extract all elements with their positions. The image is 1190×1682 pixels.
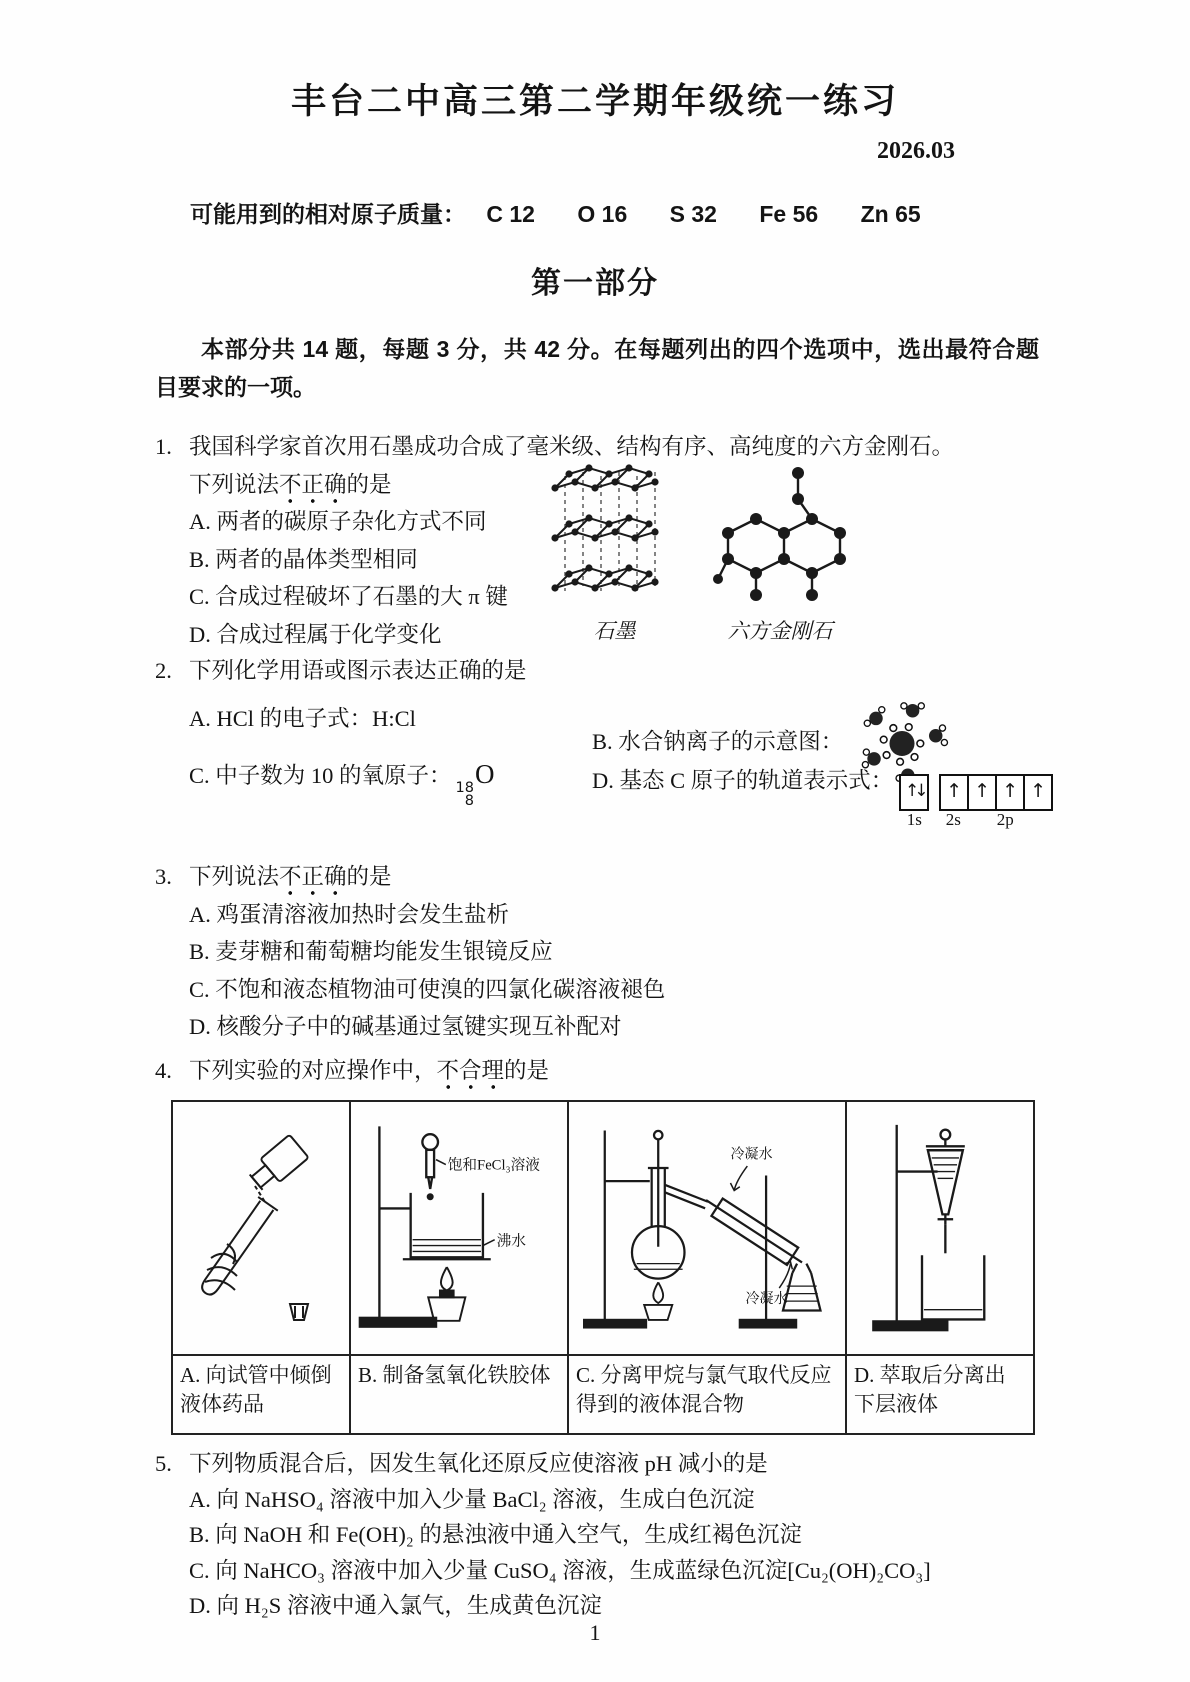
experiment-d-caption: D. 萃取后分离出下层液体 bbox=[846, 1355, 1034, 1434]
orbital-sublabels bbox=[899, 810, 1043, 830]
hexagonal-diamond-caption: 六方金刚石 bbox=[727, 619, 833, 643]
q1-option-d: D. 合成过程属于化学变化 bbox=[189, 621, 442, 647]
question-1 bbox=[155, 428, 1039, 652]
q3-option-d: D. 核酸分子中的碱基通过氢键实现互补配对 bbox=[189, 1014, 622, 1039]
graphite-structure-icon bbox=[547, 456, 682, 611]
orbital-label-2p: 2p bbox=[996, 810, 1014, 829]
question-5 bbox=[155, 1446, 1039, 1626]
stem-text: 的是 bbox=[504, 1058, 550, 1083]
page-title: 丰台二中高三第二学期年级统一练习 bbox=[290, 82, 899, 121]
question-4-number: 4. bbox=[155, 1058, 172, 1083]
q3-option-c: C. 不饱和液态植物油可使溴的四氯化碳溶液褪色 bbox=[189, 976, 666, 1002]
experiment-table bbox=[171, 1100, 1035, 1435]
colloid-preparation-icon bbox=[354, 1110, 564, 1346]
q2-option-c-label: C. 中子数为 10 的氧原子： bbox=[189, 763, 452, 788]
q5-option-d: D. 向 H₂S 溶液中通入氯气，生成黄色沉淀 bbox=[189, 1593, 602, 1618]
orbital-box-2p2: ↑ bbox=[995, 774, 1025, 811]
experiment-c-cell bbox=[568, 1101, 846, 1355]
stem-emphasis: 不合理 bbox=[437, 1058, 505, 1090]
orbital-label-1s: 1s bbox=[906, 810, 922, 829]
atomic-number: 8 bbox=[464, 793, 474, 809]
atomic-mass-zn: Zn 65 bbox=[860, 201, 921, 227]
orbital-box-1s: ↑↓ bbox=[899, 774, 929, 811]
experiment-c-caption: C. 分离甲烷与氯气取代反应得到的液体混合物 bbox=[568, 1355, 846, 1434]
hexagonal-diamond-icon bbox=[700, 461, 860, 611]
fig-b-dropper-label: 饱和FeCl₃溶液 bbox=[447, 1156, 540, 1173]
q5-option-c: C. 向 NaHCO₃ 溶液中加入少量 CuSO₄ 溶液，生成蓝绿色沉淀[Cu₂(OH)₂CO₃] bbox=[189, 1557, 931, 1583]
q1-option-c: C. 合成过程破坏了石墨的大 π 键 bbox=[189, 584, 508, 609]
question-2-stem: 下列化学用语或图示表达正确的是 bbox=[189, 658, 527, 683]
question-3 bbox=[155, 858, 1039, 1054]
stem-text: 的是 bbox=[346, 471, 392, 497]
question-1-number: 1. bbox=[155, 434, 172, 459]
q2-option-a: A. HCl 的电子式：H:Cl bbox=[189, 706, 416, 731]
q2-option-d-label: D. 基态 C 原子的轨道表示式： bbox=[592, 768, 894, 793]
q2-option-d bbox=[592, 762, 1053, 829]
question-2 bbox=[155, 652, 1047, 836]
stem-text: 下列实验的对应操作中， bbox=[189, 1058, 437, 1083]
q3-option-a: A. 鸡蛋清溶液加热时会发生盐析 bbox=[189, 901, 509, 927]
hexagonal-diamond-figure bbox=[700, 461, 860, 651]
q1-figures bbox=[547, 456, 1039, 651]
question-5-stem: 下列物质混合后，因发生氧化还原反应使溶液 pH 减小的是 bbox=[189, 1451, 768, 1476]
pouring-liquid-icon bbox=[181, 1108, 341, 1348]
stem-emphasis: 不正确 bbox=[279, 472, 347, 504]
q2-option-b-label: B. 水合钠离子的示意图： bbox=[592, 729, 844, 754]
graphite-caption: 石墨 bbox=[593, 619, 636, 643]
atomic-masses-line bbox=[190, 196, 957, 229]
fig-b-water-label: 沸水 bbox=[496, 1233, 526, 1250]
mass-number: 18 bbox=[455, 780, 474, 796]
atomic-mass-o: O 16 bbox=[577, 201, 628, 227]
page-number: 1 bbox=[589, 1620, 601, 1645]
orbital-diagram bbox=[899, 774, 1053, 829]
separating-funnel-icon bbox=[850, 1110, 1030, 1346]
q2-option-c bbox=[189, 756, 494, 808]
fig-c-water-bottom-label: 冷凝水 bbox=[745, 1290, 788, 1307]
atomic-mass-fe: Fe 56 bbox=[759, 201, 819, 227]
atomic-masses-label: 可能用到的相对原子质量： bbox=[190, 201, 466, 227]
part-heading: 第一部分 bbox=[531, 267, 659, 300]
question-5-number: 5. bbox=[155, 1451, 172, 1476]
experiment-d-cell bbox=[846, 1101, 1034, 1355]
element-symbol: O bbox=[474, 759, 495, 789]
stem-text: 我国科学家首次用石墨成功合成了毫米级、结构有序、高纯度的六方金刚石。下列说法 bbox=[189, 434, 955, 497]
orbital-label-2s: 2s bbox=[945, 810, 961, 829]
stem-text: 下列说法 bbox=[189, 864, 280, 889]
q1-option-b: B. 两者的晶体类型相同 bbox=[189, 546, 418, 572]
experiment-b-cell bbox=[350, 1101, 568, 1355]
atomic-mass-c: C 12 bbox=[486, 201, 535, 227]
isotope-notation bbox=[456, 782, 474, 808]
q1-option-a: A. 两者的碳原子杂化方式不同 bbox=[189, 509, 487, 534]
stem-text: 的是 bbox=[346, 864, 392, 889]
question-3-stem bbox=[155, 858, 1039, 896]
orbital-box-group bbox=[939, 780, 1053, 805]
experiment-a-caption: A. 向试管中倾倒液体药品 bbox=[172, 1355, 350, 1434]
question-3-number: 3. bbox=[155, 864, 172, 889]
question-2-number: 2. bbox=[155, 658, 172, 683]
stem-emphasis: 不正确 bbox=[279, 864, 347, 896]
q5-option-b: B. 向 NaOH 和 Fe(OH)₂ 的悬浊液中通入空气，生成红褐色沉淀 bbox=[189, 1522, 802, 1547]
atomic-mass-s: S 32 bbox=[669, 201, 717, 227]
q5-option-a: A. 向 NaHSO₄ 溶液中加入少量 BaCl₂ 溶液，生成白色沉淀 bbox=[189, 1486, 755, 1512]
experiment-a-cell bbox=[172, 1101, 350, 1355]
q3-option-b: B. 麦芽糖和葡萄糖均能发生银镜反应 bbox=[189, 939, 553, 964]
fig-c-water-top-label: 冷凝水 bbox=[730, 1146, 773, 1163]
orbital-box-2p3: ↑ bbox=[1023, 774, 1053, 811]
orbital-box-2s: ↑ bbox=[939, 774, 969, 811]
distillation-icon bbox=[571, 1110, 843, 1346]
question-4 bbox=[155, 1052, 1039, 1432]
question-4-stem bbox=[155, 1052, 1039, 1090]
exam-date: 2026.03 bbox=[877, 138, 955, 164]
experiment-b-caption: B. 制备氢氧化铁胶体 bbox=[350, 1355, 568, 1434]
part-intro: 本部分共 14 题，每题 3 分，共 42 分。在每题列出的四个选项中，选出最符合题目要求的一项。 bbox=[155, 336, 1039, 400]
orbital-box-2p1: ↑ bbox=[967, 774, 997, 811]
graphite-figure bbox=[547, 456, 682, 651]
